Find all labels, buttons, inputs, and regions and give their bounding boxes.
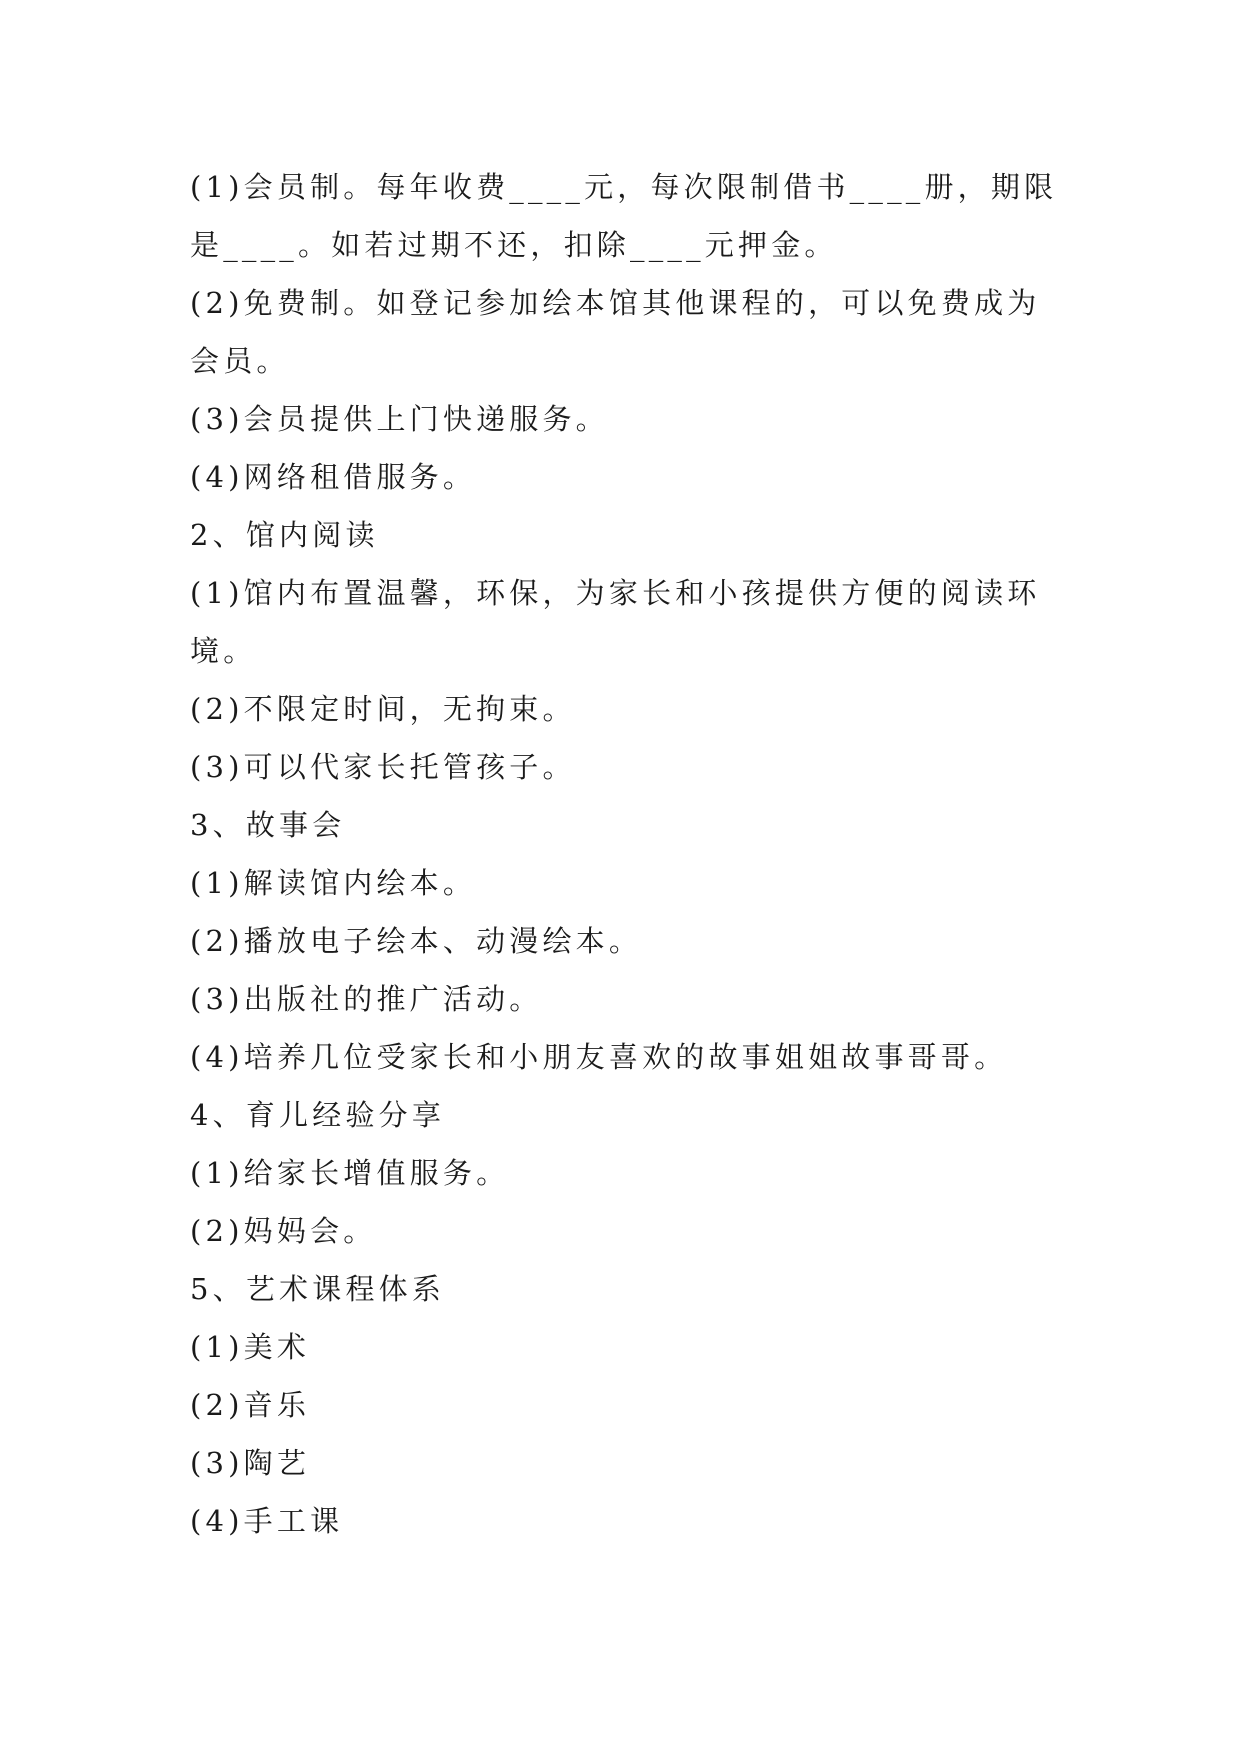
art-item-2: (2)音乐 [190,1388,311,1422]
membership-item-1-line-2: 是____。如若过期不还，扣除____元押金。 [190,228,838,262]
section-heading-story-session: 3、故事会 [190,808,346,842]
art-item-1: (1)美术 [190,1330,311,1364]
membership-item-2-line-2: 会员。 [190,344,290,378]
art-item-4: (4)手工课 [190,1504,344,1538]
membership-item-3: (3)会员提供上门快递服务。 [190,402,609,436]
section-heading-art-courses: 5、艺术课程体系 [190,1272,446,1306]
parenting-item-1: (1)给家长增值服务。 [190,1156,510,1190]
story-item-1: (1)解读馆内绘本。 [190,866,477,900]
story-item-4: (4)培养几位受家长和小朋友喜欢的故事姐姐故事哥哥。 [190,1040,1008,1074]
art-item-3: (3)陶艺 [190,1446,311,1480]
reading-item-1-line-1: (1)馆内布置温馨，环保，为家长和小孩提供方便的阅读环 [190,576,1041,610]
membership-item-2-line-1: (2)免费制。如登记参加绘本馆其他课程的，可以免费成为 [190,286,1041,320]
section-heading-parenting-sharing: 4、育儿经验分享 [190,1098,446,1132]
parenting-item-2: (2)妈妈会。 [190,1214,377,1248]
section-heading-in-library-reading: 2、馆内阅读 [190,518,379,552]
reading-item-2: (2)不限定时间，无拘束。 [190,692,576,726]
story-item-2: (2)播放电子绘本、动漫绘本。 [190,924,643,958]
membership-item-4: (4)网络租借服务。 [190,460,477,494]
story-item-3: (3)出版社的推广活动。 [190,982,543,1016]
reading-item-3: (3)可以代家长托管孩子。 [190,750,576,784]
membership-item-1-line-1: (1)会员制。每年收费____元，每次限制借书____册，期限 [190,170,1058,204]
document-body [190,158,1060,1550]
reading-item-1-line-2: 境。 [190,634,257,668]
